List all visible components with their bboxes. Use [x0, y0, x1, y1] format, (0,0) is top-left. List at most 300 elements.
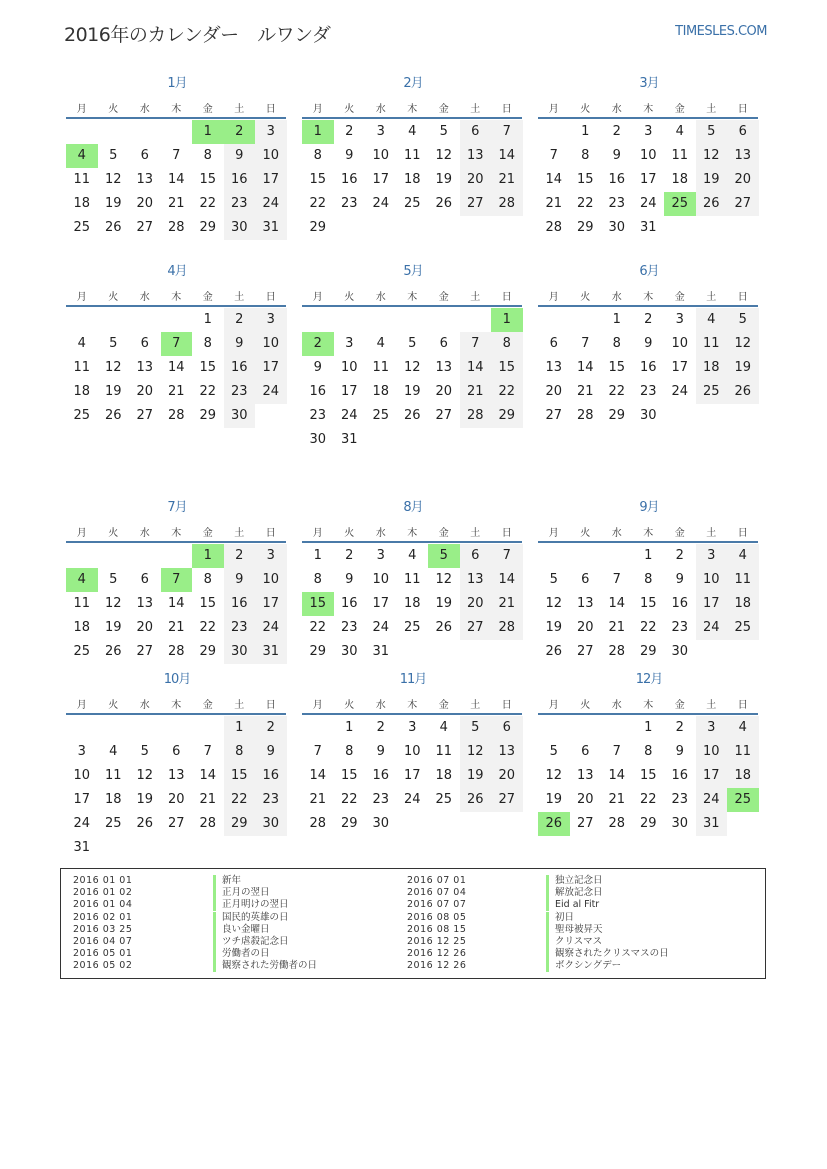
weekday-label: 月: [312, 104, 323, 115]
weekday-label: 金: [438, 528, 449, 539]
day-cell: 6: [491, 716, 523, 740]
day-cell: 20: [727, 168, 759, 192]
day-cell: 6: [581, 744, 590, 759]
day-cell: 10: [340, 360, 358, 375]
day-cell: 17: [372, 596, 390, 611]
weekday-label: 日: [737, 292, 748, 303]
day-cell: 10: [696, 740, 728, 764]
day-cell: 29: [340, 816, 358, 831]
day-cell: 10: [73, 768, 91, 783]
weekday-label: 水: [611, 292, 622, 303]
day-cell: 20: [576, 792, 594, 807]
day-cell: 9: [255, 740, 287, 764]
day-cell: 15: [608, 360, 626, 375]
day-cell: 13: [545, 360, 563, 375]
weekday-label: 木: [407, 528, 418, 539]
day-cell: 12: [104, 172, 122, 187]
day-cell: 29: [309, 644, 327, 659]
holiday-day-cell: 1: [192, 544, 224, 568]
day-cell: 17: [340, 384, 358, 399]
weekday-label: 木: [643, 528, 654, 539]
day-cell: 16: [224, 356, 256, 380]
day-cell: 10: [639, 148, 657, 163]
weekday-label: 土: [234, 104, 245, 115]
holiday-name: 聖母被昇天: [546, 924, 603, 936]
weekday-label: 水: [139, 292, 150, 303]
day-cell: 26: [435, 620, 453, 635]
day-cell: 1: [581, 124, 590, 139]
day-cell: 22: [639, 620, 657, 635]
day-cell: 28: [491, 192, 523, 216]
day-cell: 9: [675, 572, 684, 587]
day-cell: 25: [73, 408, 91, 423]
day-cell: 24: [255, 380, 287, 404]
holiday-date: 2016 05 01: [73, 948, 133, 960]
holiday-day-cell: 26: [538, 812, 570, 836]
day-cell: 30: [224, 404, 256, 428]
day-cell: 29: [639, 816, 657, 831]
day-cell: 5: [549, 744, 558, 759]
weekday-label: 火: [108, 528, 119, 539]
day-cell: 26: [727, 380, 759, 404]
day-cell: 27: [167, 816, 185, 831]
day-cell: 22: [199, 620, 217, 635]
day-cell: 4: [109, 744, 118, 759]
day-cell: 24: [255, 192, 287, 216]
day-cell: 2: [612, 124, 621, 139]
day-cell: 24: [255, 616, 287, 640]
day-cell: 18: [727, 764, 759, 788]
day-cell: 4: [675, 124, 684, 139]
day-cell: 6: [460, 544, 492, 568]
day-cell: 1: [224, 716, 256, 740]
day-cell: 5: [460, 716, 492, 740]
day-cell: 15: [576, 172, 594, 187]
weekday-label: 木: [171, 700, 182, 711]
day-cell: 13: [167, 768, 185, 783]
day-cell: 19: [696, 168, 728, 192]
day-cell: 28: [608, 816, 626, 831]
day-cell: 2: [675, 720, 684, 735]
day-cell: 16: [255, 764, 287, 788]
day-cell: 21: [167, 196, 185, 211]
site-link[interactable]: TIMESLES.COM: [675, 24, 767, 39]
holiday-name: 正月の翌日: [213, 887, 270, 899]
day-cell: 30: [671, 644, 689, 659]
day-cell: 11: [727, 568, 759, 592]
day-cell: 22: [608, 384, 626, 399]
day-cell: 27: [460, 192, 492, 216]
day-cell: 26: [435, 196, 453, 211]
day-cell: 28: [167, 220, 185, 235]
day-cell: 13: [460, 144, 492, 168]
holiday-name: ボクシングデー: [546, 960, 621, 972]
day-cell: 14: [576, 360, 594, 375]
holiday-name: 独立記念日: [546, 875, 603, 887]
day-cell: 15: [199, 596, 217, 611]
weekday-label: 木: [643, 104, 654, 115]
day-cell: 25: [372, 408, 390, 423]
weekday-label: 月: [548, 104, 559, 115]
holiday-name: 初日: [546, 912, 574, 924]
weekday-label: 金: [202, 104, 213, 115]
day-cell: 18: [727, 592, 759, 616]
holiday-name: 労働者の日: [213, 948, 270, 960]
weekday-label: 金: [674, 700, 685, 711]
weekday-label: 火: [108, 292, 119, 303]
day-cell: 12: [403, 360, 421, 375]
day-cell: 16: [608, 172, 626, 187]
day-cell: 27: [435, 408, 453, 423]
day-cell: 25: [435, 792, 453, 807]
weekday-label: 水: [611, 700, 622, 711]
day-cell: 21: [491, 168, 523, 192]
day-cell: 2: [675, 548, 684, 563]
holiday-name: 国民的英雄の日: [213, 912, 289, 924]
day-cell: 23: [255, 788, 287, 812]
day-cell: 28: [460, 404, 492, 428]
day-cell: 18: [435, 768, 453, 783]
month-rule: [538, 713, 758, 715]
day-cell: 21: [167, 620, 185, 635]
day-cell: 24: [372, 196, 390, 211]
day-cell: 10: [255, 568, 287, 592]
day-cell: 15: [639, 596, 657, 611]
weekday-label: 木: [643, 700, 654, 711]
day-cell: 5: [408, 336, 417, 351]
day-cell: 14: [460, 356, 492, 380]
day-cell: 18: [671, 172, 689, 187]
day-cell: 18: [696, 356, 728, 380]
day-cell: 23: [309, 408, 327, 423]
weekday-label: 日: [265, 292, 276, 303]
day-cell: 20: [435, 384, 453, 399]
month-title: 5月: [403, 264, 423, 279]
day-cell: 24: [671, 384, 689, 399]
day-cell: 12: [136, 768, 154, 783]
weekday-label: 金: [674, 528, 685, 539]
day-cell: 20: [460, 168, 492, 192]
weekday-label: 土: [234, 292, 245, 303]
day-cell: 22: [199, 384, 217, 399]
day-cell: 5: [109, 336, 118, 351]
day-cell: 23: [224, 192, 256, 216]
day-cell: 19: [104, 196, 122, 211]
day-cell: 2: [345, 548, 354, 563]
day-cell: 1: [612, 312, 621, 327]
day-cell: 3: [675, 312, 684, 327]
day-cell: 3: [696, 544, 728, 568]
day-cell: 30: [309, 432, 327, 447]
day-cell: 13: [727, 144, 759, 168]
weekday-label: 月: [76, 292, 87, 303]
month-title: 4月: [167, 264, 187, 279]
holiday-date: 2016 07 01: [407, 875, 467, 886]
day-cell: 1: [644, 548, 653, 563]
weekday-label: 金: [202, 292, 213, 303]
holiday-date: 2016 07 07: [407, 899, 467, 911]
day-cell: 29: [491, 404, 523, 428]
day-cell: 28: [309, 816, 327, 831]
day-cell: 1: [313, 548, 322, 563]
day-cell: 24: [403, 792, 421, 807]
month-rule: [302, 713, 522, 715]
day-cell: 5: [109, 572, 118, 587]
day-cell: 24: [696, 616, 728, 640]
weekday-label: 月: [312, 292, 323, 303]
day-cell: 30: [639, 408, 657, 423]
weekday-label: 木: [407, 104, 418, 115]
weekday-label: 水: [375, 292, 386, 303]
holiday-date: 2016 02 01: [73, 911, 133, 923]
day-cell: 14: [491, 144, 523, 168]
weekday-label: 水: [139, 528, 150, 539]
day-cell: 10: [403, 744, 421, 759]
day-cell: 2: [224, 544, 256, 568]
day-cell: 25: [73, 220, 91, 235]
month-rule: [302, 541, 522, 543]
weekday-label: 火: [344, 104, 355, 115]
day-cell: 18: [73, 384, 91, 399]
holiday-day-cell: 4: [66, 144, 98, 168]
day-cell: 9: [644, 336, 653, 351]
month-title: 11月: [399, 672, 427, 687]
day-cell: 22: [309, 196, 327, 211]
day-cell: 3: [408, 720, 417, 735]
holiday-date: 2016 12 26: [407, 960, 467, 972]
day-cell: 30: [255, 812, 287, 836]
day-cell: 31: [340, 432, 358, 447]
holiday-name: 観察された労働者の日: [213, 960, 317, 972]
day-cell: 7: [612, 744, 621, 759]
day-cell: 6: [140, 148, 149, 163]
day-cell: 23: [340, 196, 358, 211]
month-rule: [538, 117, 758, 119]
day-cell: 29: [309, 220, 327, 235]
day-cell: 12: [435, 572, 453, 587]
holiday-date: 2016 01 02: [73, 887, 133, 899]
month-rule: [66, 117, 286, 119]
day-cell: 19: [727, 356, 759, 380]
holiday-date: 2016 01 01: [73, 875, 133, 886]
day-cell: 13: [136, 360, 154, 375]
day-cell: 3: [255, 544, 287, 568]
weekday-label: 火: [580, 292, 591, 303]
day-cell: 19: [104, 620, 122, 635]
day-cell: 14: [545, 172, 563, 187]
day-cell: 21: [199, 792, 217, 807]
weekday-label: 日: [501, 528, 512, 539]
day-cell: 27: [576, 816, 594, 831]
day-cell: 28: [576, 408, 594, 423]
day-cell: 2: [224, 308, 256, 332]
day-cell: 25: [403, 620, 421, 635]
day-cell: 26: [696, 192, 728, 216]
day-cell: 31: [639, 220, 657, 235]
day-cell: 31: [73, 840, 91, 855]
day-cell: 4: [727, 544, 759, 568]
day-cell: 6: [140, 336, 149, 351]
day-cell: 25: [104, 816, 122, 831]
weekday-label: 土: [470, 104, 481, 115]
day-cell: 16: [671, 596, 689, 611]
weekday-label: 木: [643, 292, 654, 303]
day-cell: 3: [77, 744, 86, 759]
day-cell: 30: [224, 216, 256, 240]
holiday-day-cell: 15: [302, 592, 334, 616]
weekday-label: 水: [611, 104, 622, 115]
day-cell: 14: [608, 596, 626, 611]
weekday-label: 日: [501, 104, 512, 115]
day-cell: 26: [104, 220, 122, 235]
day-cell: 17: [255, 168, 287, 192]
weekday-label: 木: [407, 292, 418, 303]
day-cell: 21: [491, 592, 523, 616]
day-cell: 11: [104, 768, 122, 783]
holiday-date: 2016 08 05: [407, 911, 467, 923]
day-cell: 18: [73, 620, 91, 635]
day-cell: 26: [403, 408, 421, 423]
day-cell: 27: [576, 644, 594, 659]
day-cell: 9: [675, 744, 684, 759]
weekday-label: 月: [548, 528, 559, 539]
day-cell: 17: [73, 792, 91, 807]
day-cell: 31: [255, 216, 287, 240]
weekday-label: 土: [470, 528, 481, 539]
holiday-day-cell: 1: [192, 120, 224, 144]
weekday-label: 日: [737, 528, 748, 539]
holiday-date: 2016 12 25: [407, 936, 467, 947]
day-cell: 18: [73, 196, 91, 211]
day-cell: 25: [696, 380, 728, 404]
day-cell: 7: [549, 148, 558, 163]
day-cell: 10: [372, 148, 390, 163]
day-cell: 19: [545, 620, 563, 635]
day-cell: 16: [372, 768, 390, 783]
month-title: 8月: [403, 500, 423, 515]
day-cell: 2: [376, 720, 385, 735]
day-cell: 25: [73, 644, 91, 659]
day-cell: 5: [109, 148, 118, 163]
day-cell: 19: [435, 172, 453, 187]
day-cell: 27: [727, 192, 759, 216]
weekday-label: 水: [375, 528, 386, 539]
day-cell: 23: [671, 792, 689, 807]
weekday-label: 火: [580, 528, 591, 539]
day-cell: 17: [696, 592, 728, 616]
day-cell: 24: [696, 788, 728, 812]
day-cell: 28: [167, 644, 185, 659]
weekday-label: 土: [470, 292, 481, 303]
day-cell: 4: [77, 336, 86, 351]
day-cell: 21: [608, 620, 626, 635]
day-cell: 28: [491, 616, 523, 640]
weekday-label: 月: [76, 104, 87, 115]
holiday-date: 2016 04 07: [73, 936, 133, 947]
day-cell: 15: [199, 172, 217, 187]
day-cell: 19: [136, 792, 154, 807]
weekday-label: 木: [407, 700, 418, 711]
holiday-date: 2016 08 15: [407, 923, 467, 935]
weekday-label: 日: [737, 700, 748, 711]
day-cell: 2: [345, 124, 354, 139]
month-rule: [302, 117, 522, 119]
day-cell: 7: [491, 544, 523, 568]
holiday-list: [60, 868, 766, 979]
holiday-name: 正月明けの翌日: [213, 899, 289, 911]
weekday-label: 水: [611, 528, 622, 539]
day-cell: 25: [403, 196, 421, 211]
day-cell: 27: [136, 644, 154, 659]
day-cell: 26: [545, 644, 563, 659]
day-cell: 14: [167, 172, 185, 187]
day-cell: 20: [460, 592, 492, 616]
day-cell: 2: [255, 716, 287, 740]
day-cell: 30: [372, 816, 390, 831]
day-cell: 19: [435, 596, 453, 611]
weekday-label: 日: [265, 700, 276, 711]
day-cell: 12: [545, 768, 563, 783]
day-cell: 28: [608, 644, 626, 659]
day-cell: 18: [372, 384, 390, 399]
day-cell: 14: [167, 596, 185, 611]
day-cell: 16: [309, 384, 327, 399]
day-cell: 11: [671, 148, 689, 163]
holiday-day-cell: 2: [302, 332, 334, 356]
day-cell: 29: [608, 408, 626, 423]
day-cell: 28: [545, 220, 563, 235]
day-cell: 15: [309, 172, 327, 187]
day-cell: 8: [224, 740, 256, 764]
day-cell: 24: [372, 620, 390, 635]
day-cell: 17: [403, 768, 421, 783]
day-cell: 10: [671, 336, 689, 351]
day-cell: 5: [439, 124, 448, 139]
day-cell: 10: [255, 144, 287, 168]
day-cell: 4: [696, 308, 728, 332]
weekday-label: 月: [548, 292, 559, 303]
day-cell: 5: [549, 572, 558, 587]
month-title: 9月: [639, 500, 659, 515]
day-cell: 4: [727, 716, 759, 740]
day-cell: 21: [309, 792, 327, 807]
weekday-label: 日: [265, 528, 276, 539]
day-cell: 3: [696, 716, 728, 740]
day-cell: 11: [73, 360, 91, 375]
day-cell: 27: [460, 616, 492, 640]
day-cell: 11: [403, 148, 421, 163]
weekday-label: 水: [139, 700, 150, 711]
day-cell: 9: [345, 572, 354, 587]
month-title: 1月: [167, 76, 187, 91]
holiday-date: 2016 12 26: [407, 948, 467, 960]
day-cell: 14: [608, 768, 626, 783]
holiday-name: クリスマス: [546, 936, 602, 948]
day-cell: 16: [224, 592, 256, 616]
day-cell: 20: [491, 764, 523, 788]
day-cell: 9: [612, 148, 621, 163]
day-cell: 13: [136, 172, 154, 187]
day-cell: 16: [639, 360, 657, 375]
weekday-label: 金: [202, 528, 213, 539]
day-cell: 6: [439, 336, 448, 351]
day-cell: 25: [727, 616, 759, 640]
day-cell: 21: [167, 384, 185, 399]
day-cell: 4: [408, 124, 417, 139]
day-cell: 6: [727, 120, 759, 144]
weekday-label: 火: [344, 700, 355, 711]
month-title: 10月: [163, 672, 191, 687]
